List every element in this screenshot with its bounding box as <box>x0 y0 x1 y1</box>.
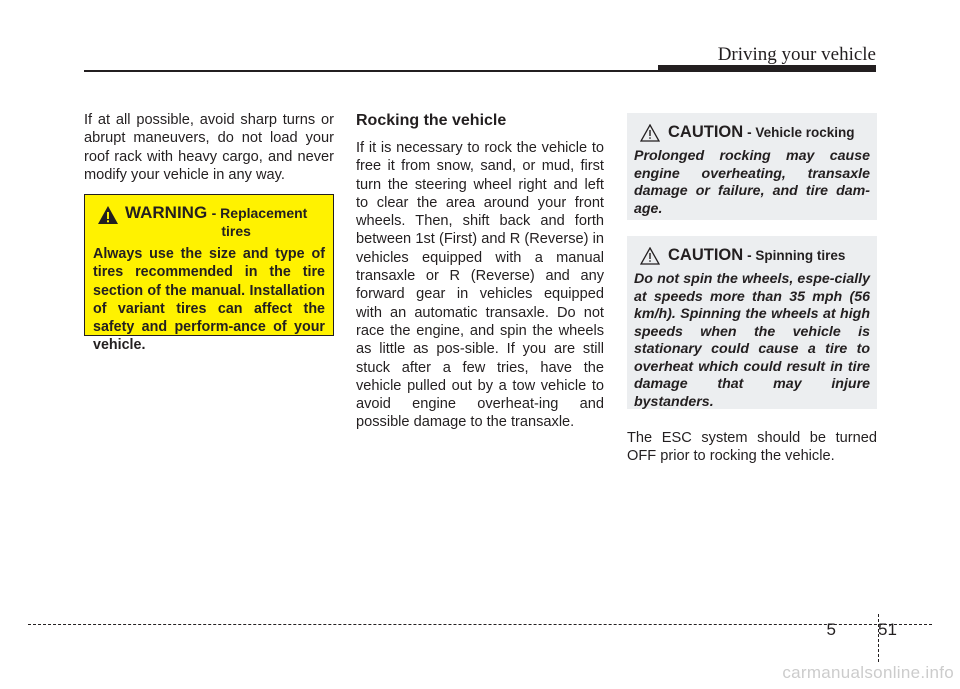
caution-subtitle: - Vehicle rocking <box>747 125 855 140</box>
caution-subtitle: - Spinning tires <box>747 248 846 263</box>
caution-header <box>640 246 870 265</box>
caution-box-spinning-tires <box>627 236 877 409</box>
esc-note-paragraph: The ESC system should be turned OFF prior to rocking the vehicle. <box>627 430 877 465</box>
rocking-paragraph: If it is necessary to rock the vehicle to free it from snow, sand, or mud, first turn the steering wheel right and left to clear the area around your front wheels. Then, shift back and forth between 1st (First) and R (Reverse) in vehicles equipped with a manual transaxle or R (Reverse) and any forward gear in vehicles equipped with an automatic transaxle. Do not race the engine, and spin the wheels as little as pos-sible. If you are still stuck after a few tries, have the vehicle pulled out by a tow vehicle to avoid engine overheat-ing and possible damage to the transaxle. <box>356 140 604 431</box>
warning-title: WARNING <box>125 203 208 222</box>
caution-body: Prolonged rocking may cause engine overheating, transaxle damage or failure, and tire dam-age. <box>634 148 870 217</box>
warning-subtitle-line2: tires <box>221 223 251 239</box>
esc-note-column <box>627 429 877 466</box>
caution-title: CAUTION <box>668 123 744 141</box>
warning-box <box>84 194 334 354</box>
watermark: carmanualsonline.info <box>782 663 954 682</box>
intro-paragraph: If at all possible, avoid sharp turns or abrupt maneuvers, do not load your roof rack with heavy cargo, and never modify your vehicle in any way. <box>84 112 334 183</box>
header-bar <box>658 65 876 72</box>
caution-box-vehicle-rocking <box>627 113 877 220</box>
page-header-title: Driving your vehicle <box>717 44 876 65</box>
page-number-value: 51 <box>878 620 897 639</box>
caution-triangle-icon <box>640 124 660 142</box>
caution-triangle-icon <box>640 247 660 265</box>
rocking-column <box>356 111 604 432</box>
section-heading: Rocking the vehicle <box>356 112 507 129</box>
section-number: 5 <box>826 620 836 639</box>
intro-column <box>84 111 334 184</box>
caution-body: Do not spin the wheels, espe-cially at speeds more than 35 mph (56 km/h). Spinning the wheels at high speeds when the vehicle is stationary could cause a tire to overheat which could result in tire damage that may injure bystanders. <box>634 271 870 410</box>
caution-header <box>640 123 870 142</box>
warning-header <box>97 203 325 239</box>
warning-subtitle: - Replacement <box>211 205 308 221</box>
warning-triangle-icon <box>97 205 119 225</box>
header-rule <box>84 70 660 72</box>
caution-title: CAUTION <box>668 246 744 264</box>
footer-rule <box>28 624 932 625</box>
warning-body: Always use the size and type of tires recommended in the tire section of the manual. Installation of variant tires can affect the safety and perform-ance of your vehicle. <box>93 246 325 354</box>
